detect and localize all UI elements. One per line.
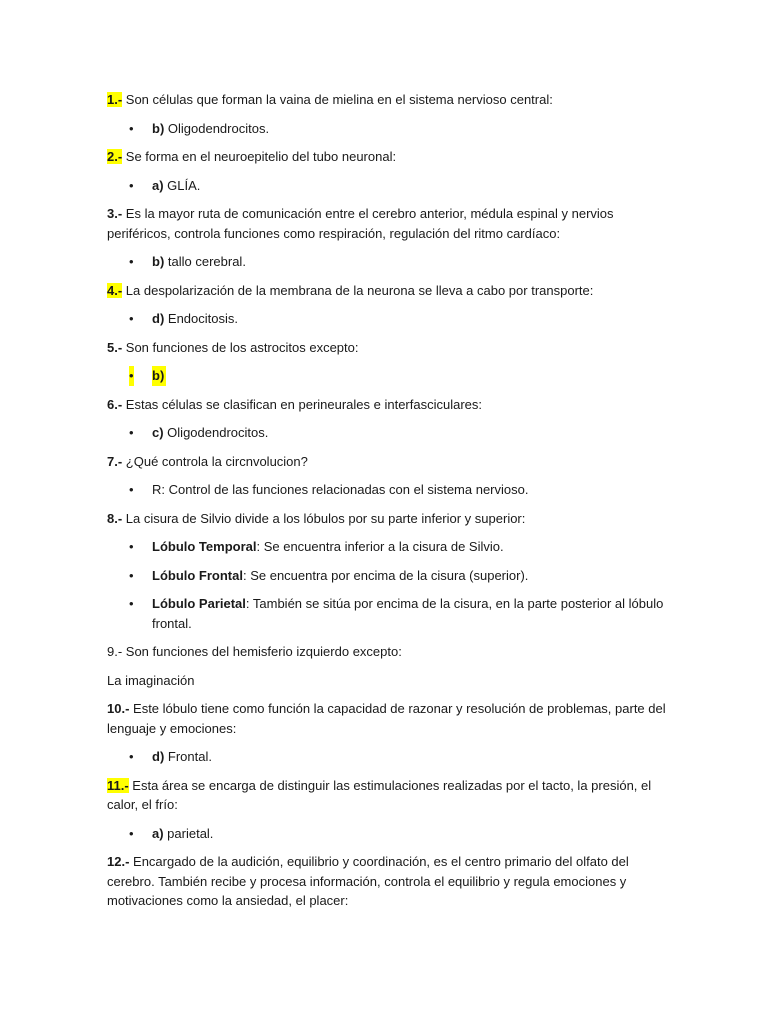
lobe-desc: : Se encuentra por encima de la cisura (superior). — [242, 567, 529, 583]
bullet-icon: • — [129, 482, 134, 497]
question-4 — [107, 281, 668, 301]
bullet-icon: • — [129, 567, 134, 583]
answer-1 — [107, 119, 668, 139]
question-number: 11.- — [107, 777, 129, 793]
question-text: Estas células se clasifican en perineurales e interfasciculares: — [122, 396, 483, 412]
bullet-icon: • — [129, 825, 134, 841]
question-text: Es la mayor ruta de comunicación entre el cerebro anterior, médula espinal y nervios periféricos, controla funciones como respiración, regulación del ritmo cardíaco: — [107, 206, 614, 241]
question-text: Esta área se encarga de distinguir las estimulaciones realizadas por el tacto, la presión, el calor, el frío: — [107, 777, 652, 812]
lobe-item — [107, 537, 668, 557]
question-text: Son células que forman la vaina de mielina en el sistema nervioso central: — [122, 92, 553, 107]
lobe-item — [107, 566, 668, 586]
question-number: 12.- — [107, 854, 130, 869]
bullet-icon: • — [129, 254, 134, 269]
question-11 — [107, 776, 668, 815]
question-2 — [107, 147, 668, 167]
lobe-name: Lóbulo Temporal — [152, 539, 257, 554]
answer-letter: a) — [152, 177, 164, 193]
question-12 — [107, 852, 668, 911]
bullet-icon: • — [129, 311, 134, 326]
answer-letter: c) — [152, 425, 164, 440]
question-number: 2.- — [107, 149, 123, 164]
question-text: Son funciones de los astrocitos excepto: — [122, 339, 359, 355]
bullet-icon: • — [129, 539, 134, 554]
answer-text: tallo cerebral. — [164, 254, 246, 269]
question-number: 1.- — [107, 92, 123, 107]
answer-text: Endocitosis. — [164, 311, 238, 326]
question-6 — [107, 395, 668, 415]
answer-letter: b) — [152, 366, 166, 386]
question-text: Se forma en el neuroepitelio del tubo neuronal: — [122, 149, 397, 164]
answer-11 — [107, 824, 668, 844]
answer-10 — [107, 747, 668, 767]
answer-6 — [107, 423, 668, 443]
lobe-name: Lóbulo Frontal — [152, 567, 243, 583]
question-10 — [107, 699, 668, 738]
question-number: 4.- — [107, 282, 123, 298]
lobe-item — [107, 594, 668, 633]
answer-9: La imaginación — [107, 672, 195, 688]
question-1 — [107, 90, 668, 110]
answer-text: R: Control de las funciones relacionadas con el sistema nervioso. — [152, 482, 529, 497]
question-8 — [107, 509, 668, 529]
bullet-icon: • — [129, 596, 134, 611]
question-number: 7.- — [107, 453, 123, 469]
question-7 — [107, 452, 668, 472]
question-9: 9.- Son funciones del hemisferio izquierdo excepto: — [107, 644, 402, 659]
answer-2 — [107, 176, 668, 196]
bullet-icon: • — [129, 425, 134, 440]
question-3 — [107, 204, 668, 243]
answer-text: Oligodendrocitos. — [163, 425, 269, 440]
answer-letter: b) — [152, 254, 165, 269]
bullet-icon: • — [129, 749, 134, 764]
question-text: Encargado de la audición, equilibrio y coordinación, es el centro primario del olfato del cerebro. También recibe y procesa información, controla el equilibrio y regula emociones y motivaciones como la ansiedad, el placer: — [107, 854, 629, 908]
question-text: ¿Qué controla la circnvolucion? — [122, 453, 308, 469]
question-number: 8.- — [107, 510, 123, 526]
answer-text: GLÍA. — [163, 177, 201, 193]
answer-3 — [107, 252, 668, 272]
lobe-desc: : Se encuentra inferior a la cisura de Silvio. — [256, 539, 504, 554]
answer-7 — [107, 480, 668, 500]
question-number: 5.- — [107, 339, 123, 355]
question-text: La cisura de Silvio divide a los lóbulos por su parte inferior y superior: — [122, 510, 526, 526]
bullet-icon: • — [129, 177, 134, 193]
question-text: La despolarización de la membrana de la neurona se lleva a cabo por transporte: — [122, 282, 594, 298]
bullet-icon: • — [129, 366, 134, 386]
question-number: 3.- — [107, 206, 123, 221]
answer-text: Oligodendrocitos. — [164, 120, 270, 136]
answer-letter: a) — [152, 825, 164, 841]
lobe-desc: : También se sitúa por encima de la cisura, en la parte posterior al lóbulo frontal. — [152, 596, 664, 631]
question-text: Este lóbulo tiene como función la capacidad de razonar y resolución de problemas, parte del lenguaje y emociones: — [107, 701, 666, 736]
answer-letter: b) — [152, 120, 165, 136]
question-number: 6.- — [107, 396, 123, 412]
answer-letter: d) — [152, 311, 165, 326]
answer-4 — [107, 309, 668, 329]
lobe-name: Lóbulo Parietal — [152, 596, 246, 611]
question-number: 10.- — [107, 701, 130, 716]
question-5 — [107, 338, 668, 358]
bullet-icon: • — [129, 120, 134, 136]
answer-text: parietal. — [163, 825, 214, 841]
answer-5 — [107, 366, 668, 386]
answer-text: Frontal. — [164, 749, 212, 764]
answer-letter: d) — [152, 749, 165, 764]
